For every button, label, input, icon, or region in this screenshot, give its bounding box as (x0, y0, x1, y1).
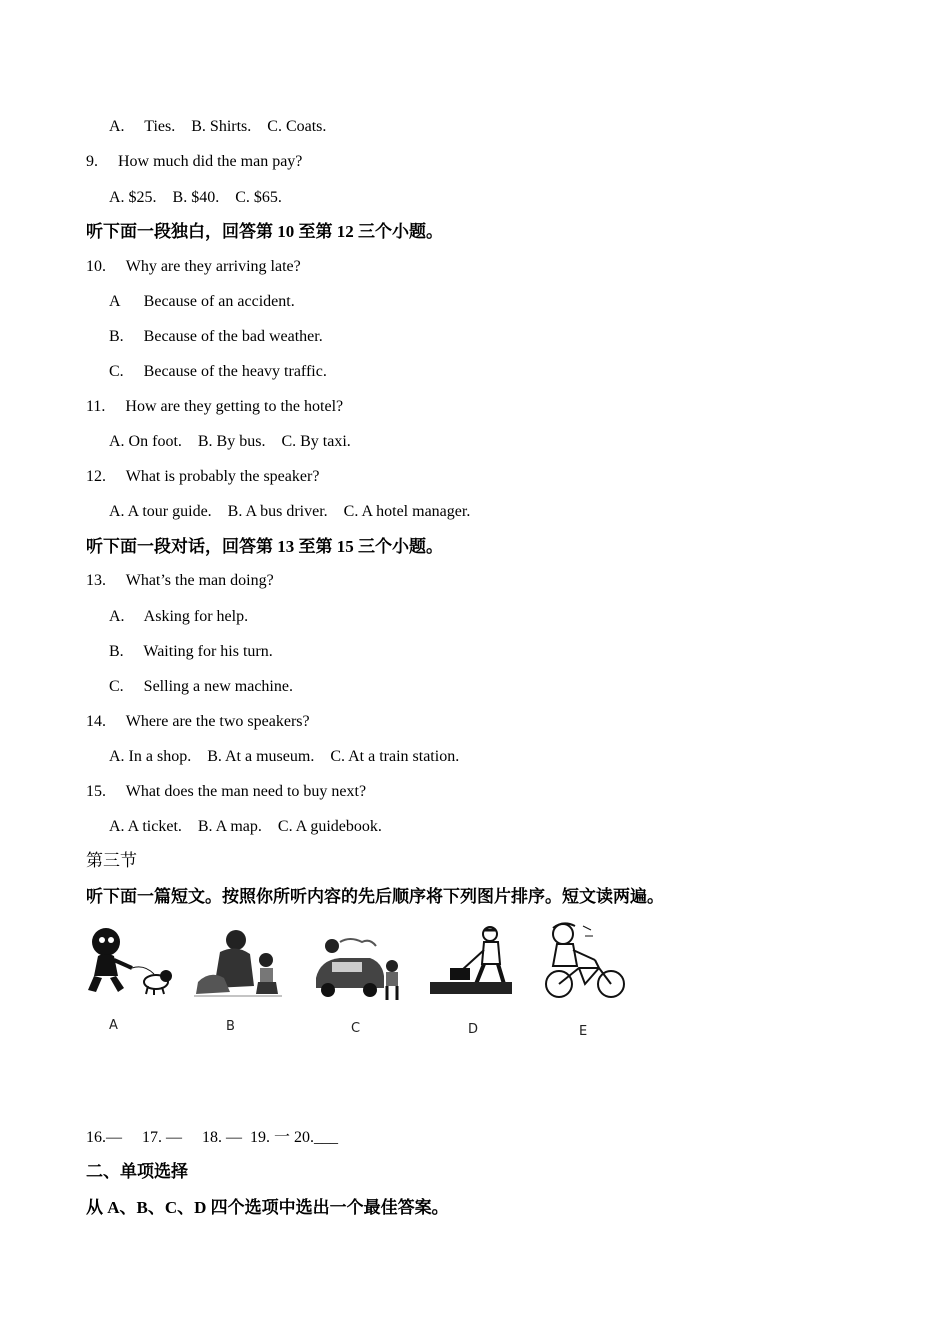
q11-options: A. On foot. B. By bus. C. By taxi. (109, 433, 351, 450)
picture-d-label: D (468, 1022, 479, 1037)
q8-options: A. Ties. B. Shirts. C. Coats. (109, 118, 327, 135)
q10-option-b: B. Because of the bad weather. (109, 328, 323, 345)
mowing-lawn-icon (428, 924, 514, 1000)
mother-and-child-icon (190, 926, 286, 1000)
q10-option-c: C. Because of the heavy traffic. (109, 363, 327, 380)
instruction-passage: 听下面一篇短文。按照你所听内容的先后顺序将下列图片排序。短文读两遍。 (86, 887, 664, 906)
q10-option-a: A Because of an accident. (109, 293, 295, 310)
part-two-heading: 二、单项选择 (86, 1162, 188, 1181)
girl-riding-bike-icon (543, 920, 631, 1002)
q14-question: 14. Where are the two speakers? (86, 713, 310, 730)
washing-car-icon (310, 932, 406, 1004)
section-three-heading: 第三节 (86, 851, 137, 870)
q11-question: 11. How are they getting to the hotel? (86, 398, 344, 415)
q13-question: 13. What’s the man doing? (86, 572, 274, 589)
q13-option-b: B. Waiting for his turn. (109, 643, 273, 660)
q10-question: 10. Why are they arriving late? (86, 258, 301, 275)
q12-options: A. A tour guide. B. A bus driver. C. A hotel manager. (109, 503, 471, 520)
picture-a (84, 924, 176, 998)
q12-question: 12. What is probably the speaker? (86, 468, 320, 485)
picture-e-label: E (579, 1024, 588, 1039)
answer-blanks: 16.— 17. — 18. — 19. 一 20.___ (86, 1129, 339, 1146)
picture-e (543, 920, 631, 1002)
picture-d (428, 924, 514, 1000)
picture-c (310, 932, 406, 1004)
q15-question: 15. What does the man need to buy next? (86, 783, 367, 800)
part-two-instruction: 从 A、B、C、D 四个选项中选出一个最佳答案。 (86, 1198, 449, 1217)
q9-options: A. $25. B. $40. C. $65. (109, 189, 282, 206)
boy-with-dog-icon (84, 924, 176, 998)
picture-a-label: A (109, 1018, 118, 1033)
picture-b (190, 926, 286, 1000)
instruction-dialogue: 听下面一段对话，回答第 13 至第 15 三个小题。 (86, 537, 443, 556)
q15-options: A. A ticket. B. A map. C. A guidebook. (109, 818, 382, 835)
q9-question: 9. How much did the man pay? (86, 153, 303, 170)
q13-option-a: A. Asking for help. (109, 608, 249, 625)
q14-options: A. In a shop. B. At a museum. C. At a train station. (109, 748, 460, 765)
picture-c-label: C (351, 1021, 361, 1036)
instruction-monologue: 听下面一段独白，回答第 10 至第 12 三个小题。 (86, 222, 443, 241)
picture-b-label: B (226, 1019, 235, 1034)
q13-option-c: C. Selling a new machine. (109, 678, 293, 695)
